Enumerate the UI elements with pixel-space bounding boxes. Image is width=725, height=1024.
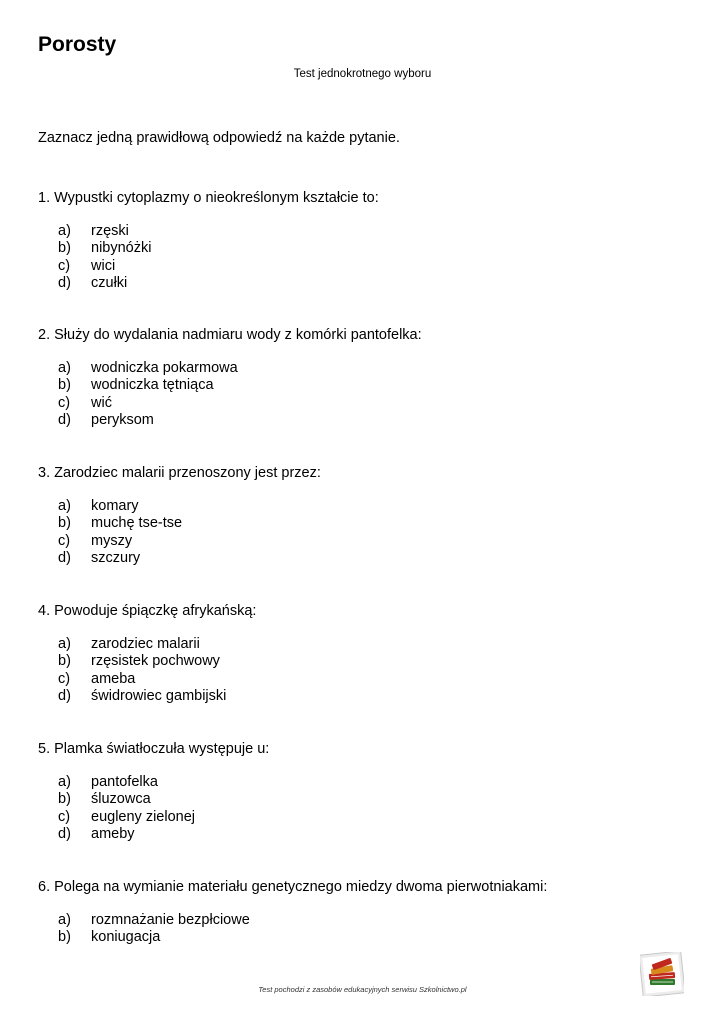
answer-option[interactable]	[58, 653, 256, 670]
answer-letter: b)	[58, 515, 71, 532]
answer-list	[58, 498, 321, 567]
answer-option[interactable]	[58, 412, 422, 429]
page-subtitle: Test jednokrotnego wyboru	[293, 68, 432, 80]
answer-list	[58, 774, 269, 843]
answer-letter: a)	[58, 912, 71, 928]
answer-text: czułki	[91, 274, 128, 291]
answer-letter: a)	[58, 774, 71, 790]
answer-text: wić	[91, 394, 112, 411]
answer-text: wici	[91, 257, 116, 274]
answer-option[interactable]	[58, 791, 269, 808]
answer-option[interactable]	[58, 929, 547, 946]
question-text: 4. Powoduje śpiączkę afrykańską:	[38, 603, 257, 619]
answer-letter: b)	[58, 240, 71, 257]
answer-letter: d)	[58, 411, 71, 428]
answer-letter: a)	[58, 636, 71, 652]
answer-option[interactable]	[58, 688, 256, 705]
answer-letter: d)	[58, 274, 71, 291]
page-title: Porosty	[38, 33, 117, 56]
answer-letter: b)	[58, 377, 71, 394]
answer-text: nibynóżki	[91, 240, 152, 257]
question-text: 2. Służy do wydalania nadmiaru wody z komórki pantofelka:	[38, 327, 422, 343]
answer-letter: a)	[58, 223, 71, 239]
question-text: 1. Wypustki cytoplazmy o nieokreślonym kształcie to:	[38, 190, 379, 206]
answer-letter: c)	[58, 808, 71, 825]
question-1	[38, 189, 379, 292]
answer-list	[58, 223, 379, 292]
answer-text: eugleny zielonej	[91, 808, 195, 825]
question-4	[38, 602, 256, 705]
answer-letter: c)	[58, 532, 71, 549]
answer-option[interactable]	[58, 395, 422, 412]
question-5	[38, 740, 269, 843]
answer-text: wodniczka tętniąca	[91, 377, 214, 394]
question-3	[38, 464, 321, 567]
answer-text: pantofelka	[91, 774, 158, 790]
answer-text: komary	[91, 498, 139, 514]
answer-text: myszy	[91, 532, 133, 549]
books-icon	[640, 952, 684, 996]
answer-text: świdrowiec gambijski	[91, 687, 227, 704]
answer-option[interactable]	[58, 275, 379, 292]
answer-text: szczury	[91, 549, 141, 566]
answer-text: rzęski	[91, 223, 129, 239]
answer-text: koniugacja	[91, 929, 161, 946]
answer-option[interactable]	[58, 223, 379, 240]
answer-text: rzęsistek pochwowy	[91, 653, 220, 670]
answer-option[interactable]	[58, 515, 321, 532]
question-6	[38, 878, 547, 947]
answer-option[interactable]	[58, 826, 269, 843]
answer-option[interactable]	[58, 533, 321, 550]
answer-option[interactable]	[58, 671, 256, 688]
question-text: 5. Plamka światłoczuła występuje u:	[38, 741, 270, 757]
answer-list	[58, 912, 547, 947]
answer-option[interactable]	[58, 498, 321, 515]
answer-option[interactable]	[58, 240, 379, 257]
answer-option[interactable]	[58, 550, 321, 567]
answer-letter: b)	[58, 929, 71, 946]
answer-list	[58, 636, 256, 705]
answer-text: ameby	[91, 825, 135, 842]
answer-text: wodniczka pokarmowa	[91, 360, 238, 376]
answer-option[interactable]	[58, 912, 547, 929]
answer-letter: d)	[58, 549, 71, 566]
answer-text: ameba	[91, 670, 136, 687]
answer-text: peryksom	[91, 411, 154, 428]
answer-option[interactable]	[58, 258, 379, 275]
answer-option[interactable]	[58, 774, 269, 791]
question-2	[38, 326, 422, 429]
answer-letter: b)	[58, 653, 71, 670]
answer-option[interactable]	[58, 636, 256, 653]
answer-letter: d)	[58, 825, 71, 842]
answer-text: rozmnażanie bezpłciowe	[91, 912, 250, 928]
answer-option[interactable]	[58, 809, 269, 826]
answer-letter: c)	[58, 394, 71, 411]
answer-letter: c)	[58, 670, 71, 687]
answer-text: zarodziec malarii	[91, 636, 200, 652]
answer-text: muchę tse-tse	[91, 515, 183, 532]
answer-letter: a)	[58, 360, 71, 376]
instruction-text: Zaznacz jedną prawidłową odpowiedź na każde pytanie.	[38, 130, 400, 146]
answer-letter: c)	[58, 257, 71, 274]
question-text: 3. Zarodziec malarii przenoszony jest przez:	[38, 465, 321, 481]
answer-letter: a)	[58, 498, 71, 514]
answer-list	[58, 360, 422, 429]
answer-option[interactable]	[58, 360, 422, 377]
page-footer: Test pochodzi z zasobów edukacyjnych serwisu Szkolnictwo.pl	[258, 985, 467, 994]
question-text: 6. Polega na wymianie materiału genetycznego miedzy dwoma pierwotniakami:	[38, 879, 548, 895]
answer-option[interactable]	[58, 377, 422, 394]
answer-letter: b)	[58, 791, 71, 808]
answer-letter: d)	[58, 687, 71, 704]
answer-text: śluzowca	[91, 791, 151, 808]
